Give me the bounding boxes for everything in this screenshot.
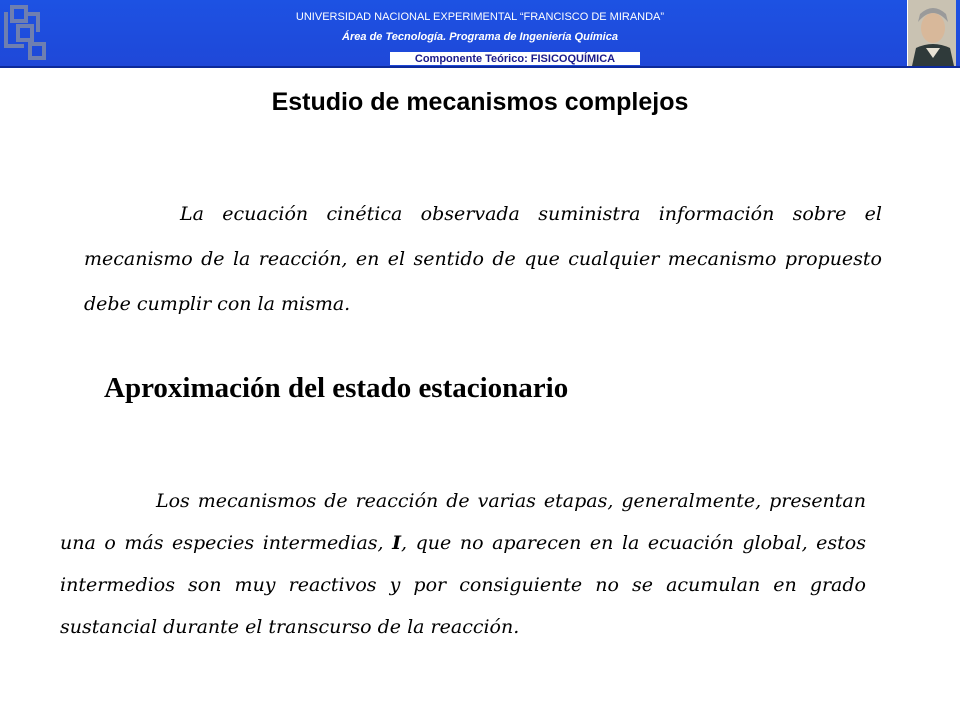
section-paragraph-part2: , que no aparecen en la ecuación global, estos intermedios son muy reactivos y por consiguiente no se acumulan en grado sustancial durante el transcurso de la reacción. [60, 532, 866, 638]
university-name: UNIVERSIDAD NACIONAL EXPERIMENTAL “FRANCISCO DE MIRANDA” [295, 11, 665, 23]
intro-paragraph: La ecuación cinética observada suministra información sobre el mecanismo de la reacción, en el sentido de que cualquier mecanismo propuesto debe cumplir con la misma. [84, 203, 882, 315]
course-component: Componente Teórico: FISICOQUÍMICA [390, 52, 640, 65]
section-paragraph-part1: Los mecanismos de reacción de varias etapas, generalmente, presentan una o más especies intermedias, [60, 490, 866, 554]
program-area: Área de Tecnología. Programa de Ingeniería Química [342, 31, 618, 43]
slide-title: Estudio de mecanismos complejos [271, 88, 689, 116]
section-paragraph [60, 480, 866, 648]
section-subtitle: Aproximación del estado estacionario [104, 372, 569, 404]
slide-header [0, 0, 960, 68]
intermediate-symbol: I [392, 532, 402, 554]
portrait-image [907, 0, 956, 66]
